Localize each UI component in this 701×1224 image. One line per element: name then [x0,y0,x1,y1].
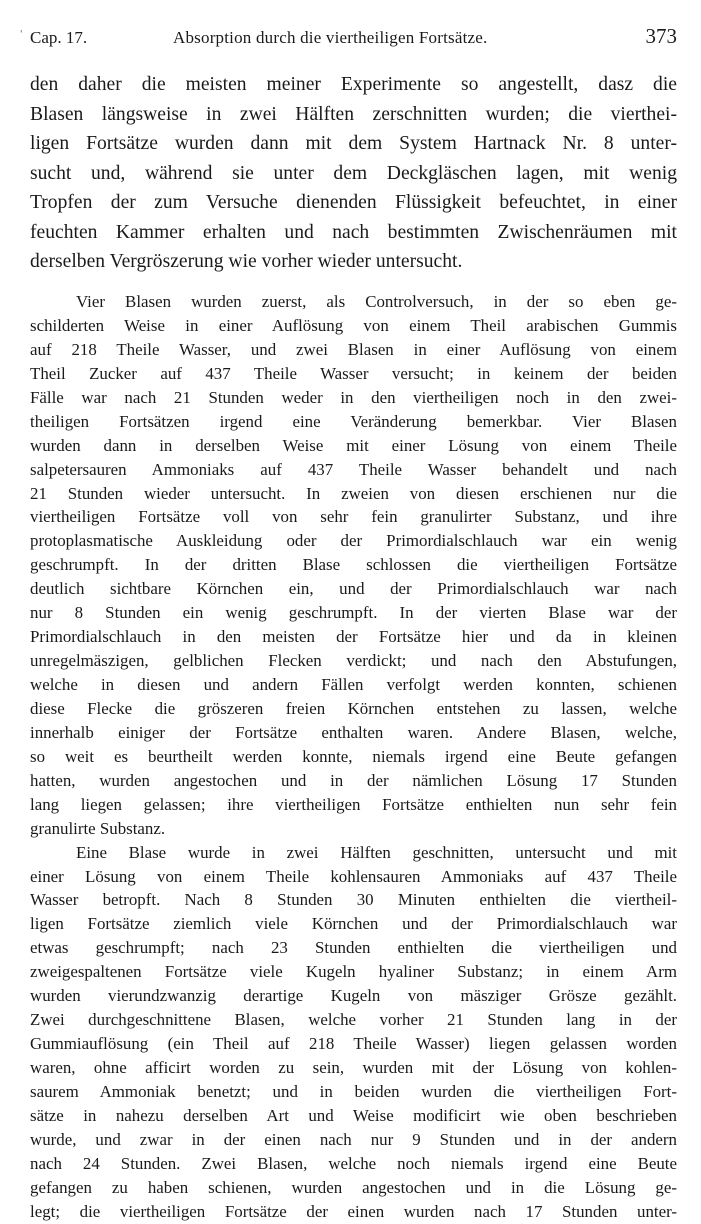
text-line: legt; die viertheiligen Fortsätze der einen wurden nach 17 Stunden unter- [30,1201,677,1221]
text-line: welche in diesen und andern Fällen verfolgt werden konnten, schienen [30,675,677,694]
paragraph-carbonate-experiments [30,841,677,1224]
text-line: Primordialschlauch in den meisten der Fortsätze hier und da in kleinen [30,627,677,647]
text-line: lang liegen gelassen; ihre viertheiligen Fortsätze enthielten nun sehr fein [30,794,677,814]
text-line: so weit es beurtheilt werden konnte, niemals irgend eine Beute gefangen [30,746,677,766]
text-line: derselben Vergröszerung wie vorher wieder untersucht. [30,251,463,272]
chapter-label: Cap. 17. [30,28,88,47]
text-line: innerhalb einiger der Fortsätze enthalten waren. Andere Blasen, welche, [30,722,677,742]
text-line: wurde, und zwar in der einen nach nur 9 Stunden und in der andern [30,1129,677,1149]
text-line: ligen Fortsätze wurden dann mit dem System Hartnack Nr. 8 unter- [30,133,677,154]
text-line: schilderten Weise in einer Auflösung von einem Theil arabischen Gummis [30,315,677,335]
text-line: geschrumpft. In der dritten Blase schlossen die viertheiligen Fortsätze [30,555,677,575]
text-line: Theil Zucker auf 437 Theile Wasser versucht; in keinem der beiden [30,363,677,383]
text-line: hatten, wurden angestochen und in der nämlichen Lösung 17 Stunden [30,770,677,790]
running-title: Absorption durch die viertheiligen Fortsätze. [173,28,488,47]
text-line: zweigespaltenen Fortsätze viele Kugeln hyaliner Substanz; in einem Arm [30,962,677,982]
text-line: waren, ohne afficirt worden zu sein, wurden mit der Lösung von kohlen- [30,1058,677,1077]
text-line: den daher die meisten meiner Experimente so angestellt, dasz die [30,74,677,95]
text-line: sätze in nahezu derselben Art und Weise modificirt wie oben beschrieben [30,1105,677,1125]
text-line: 21 Stunden wieder untersucht. In zweien von diesen erschienen nur die [30,483,677,503]
running-header [30,24,677,52]
paragraph-continued [30,70,677,277]
text-line: unregelmäszigen, gelblichen Flecken verdickt; und nach den Abstufungen, [30,651,677,671]
text-line: granulirte Substanz. [30,818,166,838]
text-line: Vier Blasen wurden zuerst, als Controlversuch, in der so eben ge- [76,292,677,311]
text-line: etwas geschrumpft; nach 23 Stunden enthielten die viertheiligen und [30,938,677,958]
text-line: protoplasmatische Auskleidung oder der Primordialschlauch war ein wenig [30,531,677,551]
text-line: feuchten Kammer erhalten und nach bestimmten Zwischenräumen mit [30,221,677,243]
text-line: Zwei durchgeschnittene Blasen, welche vorher 21 Stunden lang in der [30,1010,677,1030]
text-line: nur 8 Stunden ein wenig geschrumpft. In der vierten Blase war der [30,603,677,623]
text-line: gefangen zu haben schienen, wurden angestochen und in die Lösung ge- [30,1177,677,1197]
text-line: theiligen Fortsätzen irgend eine Veränderung bemerkbar. Vier Blasen [30,411,677,431]
text-line: ligen Fortsätze ziemlich viele Körnchen und der Primordialschlauch war [30,914,677,934]
text-line: einer Lösung von einem Theile kohlensauren Ammoniaks auf 437 Theile [30,866,677,886]
text-line: diese Flecke die gröszeren freien Körnchen entstehen zu lassen, welche [30,698,677,718]
text-line: Eine Blase wurde in zwei Hälften geschnitten, untersucht und mit [76,842,677,862]
text-line: nach 24 Stunden. Zwei Blasen, welche noch niemals irgend eine Beute [30,1153,677,1173]
text-line: Gummiauflösung (ein Theil auf 218 Theile Wasser) liegen gelassen worden [30,1034,677,1054]
text-line: sucht und, während sie unter dem Deckgläschen lagen, mit wenig [30,162,677,184]
text-line: auf 218 Theile Wasser, und zwei Blasen in einer Auflösung von einem [30,339,677,359]
text-line: wurden dann in derselben Weise mit einer Lösung von einem Theile [30,435,677,455]
paragraph-control-experiments [30,290,677,841]
text-line: deutlich sichtbare Körnchen ein, und der Primordialschlauch war nach [30,579,677,599]
text-line: wurden vierundzwanzig derartige Kugeln von mäsziger Grösze gezählt. [30,986,677,1006]
text-line: Fälle war nach 21 Stunden weder in den viertheiligen noch in den zwei- [30,387,677,407]
text-line: viertheiligen Fortsätze voll von sehr fein granulirter Substanz, und ihre [30,507,677,527]
small-print-section [30,290,677,1224]
text-line: salpetersauren Ammoniaks auf 437 Theile Wasser behandelt und nach [30,459,677,479]
page-number: 373 [645,24,677,48]
text-line: saurem Ammoniak benetzt; und in beiden wurden die viertheiligen Fort- [30,1081,677,1101]
text-line: Tropfen der zum Versuche dienenden Flüssigkeit befeuchtet, in einer [30,192,677,213]
margin-mark: ' [20,30,23,40]
text-line: Wasser betropft. Nach 8 Stunden 30 Minuten enthielten die viertheil- [30,890,677,910]
text-line: Blasen längsweise in zwei Hälften zerschnitten wurden; die vierthei- [30,103,677,125]
